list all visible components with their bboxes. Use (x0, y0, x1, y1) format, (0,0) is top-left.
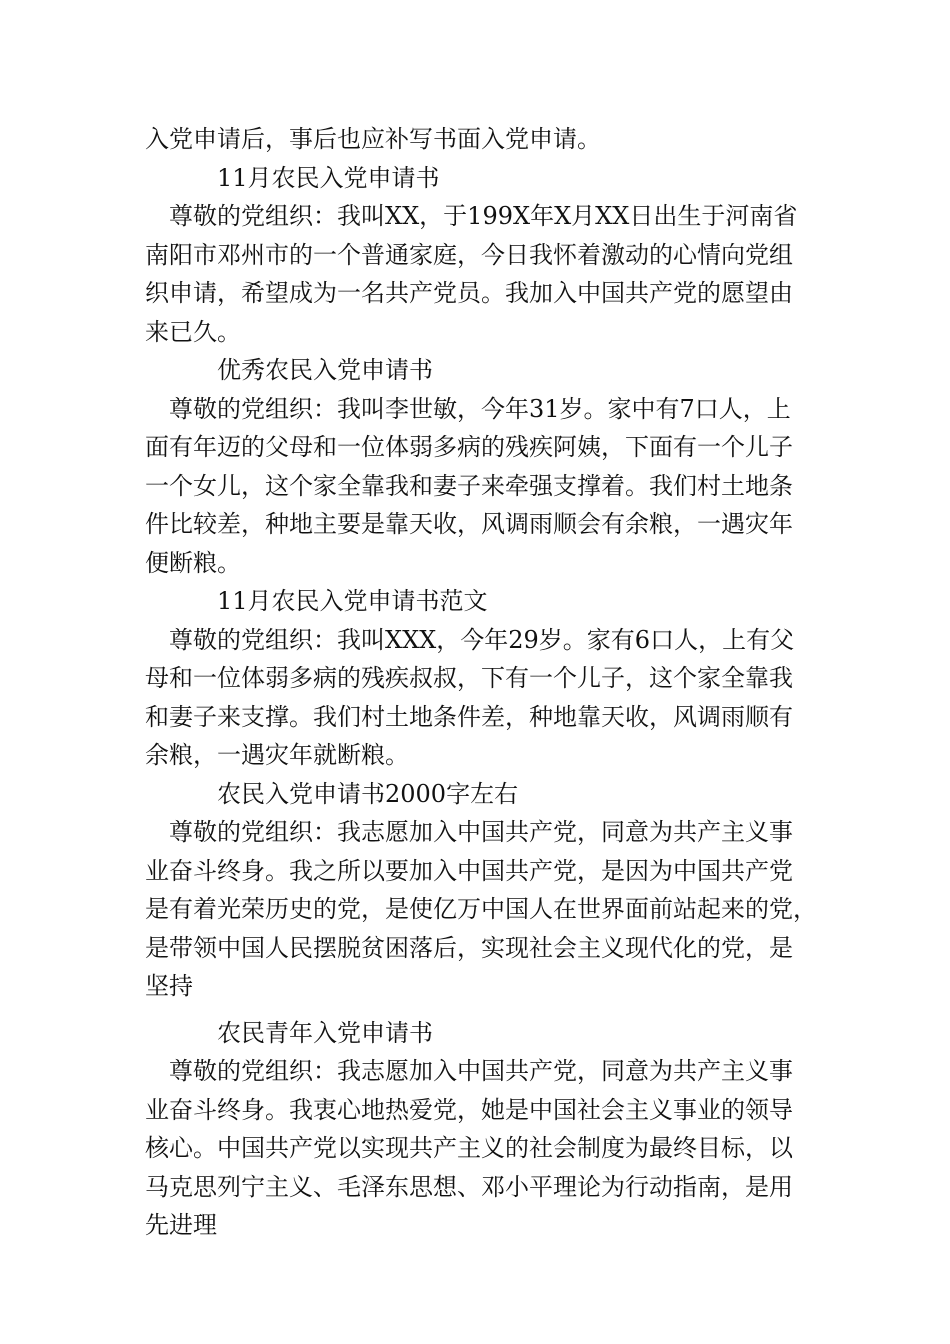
body-line: 和妻子来支撑。我们村土地条件差，种地靠天收，风调雨顺有 (145, 702, 793, 731)
body-line: 入党申请后，事后也应补写书面入党申请。 (145, 125, 601, 153)
body-line: 马克思列宁主义、毛泽东思想、邓小平理论为行动指南，是用 (145, 1172, 793, 1201)
section-title: 11月农民入党申请书 (217, 163, 440, 192)
section-title: 农民青年入党申请书 (217, 1018, 433, 1047)
section (145, 582, 805, 775)
body-line: 业奋斗终身。我衷心地热爱党，她是中国社会主义事业的领导 (145, 1095, 793, 1124)
document-body (145, 120, 817, 1245)
body-line: 来已久。 (145, 317, 241, 346)
body-line: 件比较差，种地主要是靠天收，风调雨顺会有余粮，一遇灾年 (145, 510, 793, 538)
body-line: 尊敬的党组织：我志愿加入中国共产党，同意为共产主义事 (169, 1057, 793, 1085)
section (145, 775, 817, 1006)
body-line: 一个女儿，这个家全靠我和妻子来牵强支撑着。我们村土地条 (145, 471, 793, 500)
spacer (145, 1006, 805, 1014)
section (145, 351, 805, 582)
intro-tail (145, 120, 805, 159)
body-line: 尊敬的党组织：我志愿加入中国共产党，同意为共产主义事 (169, 818, 793, 846)
body-line: 业奋斗终身。我之所以要加入中国共产党，是因为中国共产党 (145, 856, 793, 885)
body-line: 尊敬的党组织：我叫XX，于199X年X月XX日出生于河南省 (169, 202, 798, 230)
body-line: 织申请，希望成为一名共产党员。我加入中国共产党的愿望由 (145, 279, 793, 307)
body-line: 核心。中国共产党以实现共产主义的社会制度为最终目标，以 (145, 1134, 793, 1162)
body-line: 余粮，一遇灾年就断粮。 (145, 741, 409, 769)
body-line: 是有着光荣历史的党，是使亿万中国人在世界面前站起来的党， (145, 895, 817, 923)
section-title: 11月农民入党申请书范文 (217, 587, 488, 615)
body-line: 尊敬的党组织：我叫XXX，今年29岁。家有6口人，上有父 (169, 625, 795, 654)
section (145, 1014, 805, 1245)
body-line: 母和一位体弱多病的残疾叔叔，下有一个儿子，这个家全靠我 (145, 664, 793, 692)
section-title: 农民入党申请书2000字左右 (217, 779, 519, 808)
body-line: 尊敬的党组织：我叫李世敏，今年31岁。家中有7口人，上 (169, 394, 791, 423)
body-line: 南阳市邓州市的一个普通家庭，今日我怀着激动的心情向党组 (145, 240, 793, 269)
body-line: 便断粮。 (145, 548, 241, 577)
body-line: 面有年迈的父母和一位体弱多病的残疾阿姨，下面有一个儿子 (145, 433, 793, 461)
body-line: 先进理 (145, 1211, 217, 1239)
section-title: 优秀农民入党申请书 (217, 356, 433, 384)
body-line: 是带领中国人民摆脱贫困落后，实现社会主义现代化的党，是 (145, 933, 793, 962)
body-line: 坚持 (145, 972, 193, 1000)
section (145, 159, 805, 352)
